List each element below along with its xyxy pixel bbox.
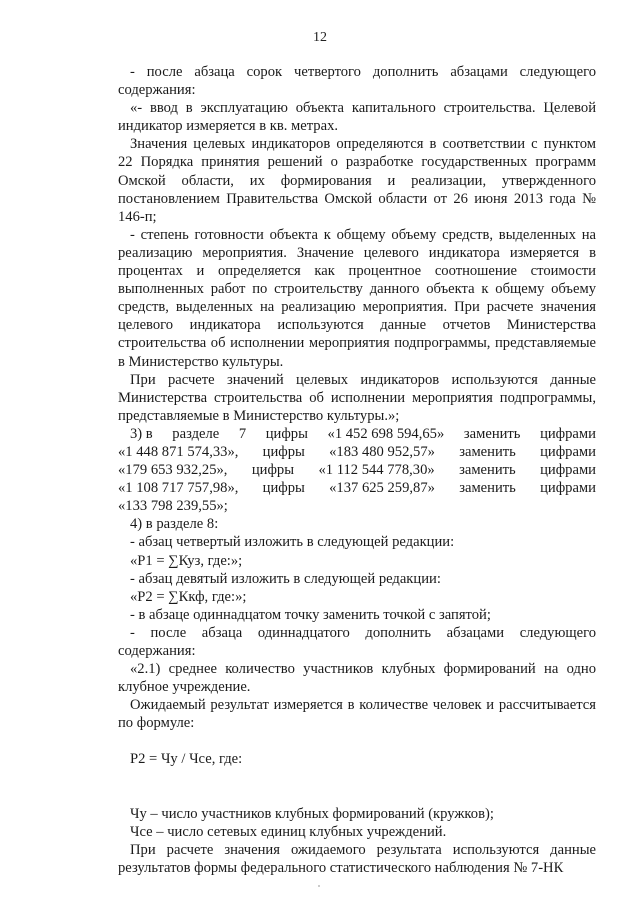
rep-cell: цифрами [540,462,596,479]
rep-cell: «137 625 259,87» [329,480,435,497]
paragraph-expected-result: Ожидаемый результат измеряется в количестве человек и рассчитывается по формуле: [118,697,596,732]
paragraph-abzac-4: - абзац четвертый изложить в следующей редакции: [130,534,455,551]
paragraph-after-44: - после абзаца сорок четвертого дополнить абзацами следующего содержания: [118,64,596,99]
definition-chu: Чу – число участников клубных формирований (кружков); [130,805,494,822]
paragraph-2-1: «2.1) среднее количество участников клубных формирований на одно клубное учреждение. [118,661,596,696]
rep-cell: цифрами [540,425,596,442]
replacement-row-1 [118,425,596,443]
rep-cell: «1 108 717 757,98», [118,480,239,497]
rep-cell: заменить [459,480,516,497]
paragraph-calculation: При расчете значений целевых индикаторов используются данные Министерства строительства об исполнении мероприятия подпрограммы, представляемые в Министерство культуры.»; [118,371,596,424]
spacer [118,787,596,805]
rep-cell: цифры [265,425,308,442]
rep-cell: «1 452 698 594,65» [327,425,445,442]
rep-cell: заменить [459,443,516,460]
rep-cell: 7 [238,425,247,442]
rep-cell: цифрами [540,443,596,460]
document-body [118,63,596,877]
paragraph-after-11: - после абзаца одиннадцатого дополнить абзацами следующего содержания: [118,624,596,659]
page-number: 12 [313,30,327,45]
rep-cell: «1 448 871 574,33», [118,443,239,460]
rep-cell: цифры [262,443,305,460]
paragraph-abzac-9: - абзац девятый изложить в следующей редакции: [130,570,441,587]
replacement-row-4 [118,479,596,497]
rep-cell: «183 480 952,57» [329,443,435,460]
rep-cell: разделе [172,425,220,442]
rep-cell: цифрами [540,480,596,497]
rep-cell: цифры [251,462,295,479]
scan-speck [318,885,320,887]
paragraph-commissioning: «- ввод в эксплуатацию объекта капитального строительства. Целевой индикатор измеряется в кв. метрах. [118,100,596,135]
paragraph-abzac-11: - в абзаце одиннадцатом точку заменить точкой с запятой; [130,606,491,623]
replacement-row-2 [118,443,596,461]
formula-line: Р2 = Чу / Чсе, где: [130,751,243,768]
paragraph-section-8: 4) в разделе 8: [130,516,219,533]
rep-cell: цифры [262,480,305,497]
rep-cell: «1 112 544 778,30» [318,462,435,479]
paragraph-data-source: При расчете значения ожидаемого результата используются данные результатов формы федерального статистического наблюдения № 7-НК [118,841,596,876]
replacement-row-3 [118,461,596,479]
paragraph-readiness: - степень готовности объекта к общему объему средств, выделенных на реализацию мероприятия. Значение целевого индикатора измеряется в процентах и определяется как процентное соотношение стоимости выполненных работ по строительству данного объекта к общему объему средств, выделенных на реализацию мероприятия. При расчете значения целевого индикатора используются данные отчетов Министерства строительства об исполнении мероприятия подпрограммы, представляемые в Министерство культуры. [118,226,596,370]
formula-p1: «Р1 = ∑Куз, где:»; [130,552,243,569]
formula-p2: «Р2 = ∑Ккф, где:»; [130,588,247,605]
rep-cell: 3) в [130,425,153,442]
paragraph-indicator-values: Значения целевых индикаторов определяются в соответствии с пунктом 22 Порядка принятия решений о разработке государственных программ Омской области, их формирования и реализации, утвержденного постановлением Правительства Омской области от 26 июня 2013 года № 146-п; [118,136,596,225]
definition-chse: Чсе – число сетевых единиц клубных учреждений. [130,823,447,840]
rep-cell: заменить [463,425,521,442]
rep-cell: заменить [459,462,516,479]
replacement-row-5: «133 798 239,55»; [118,498,228,515]
rep-cell: «179 653 932,25», [118,462,228,479]
